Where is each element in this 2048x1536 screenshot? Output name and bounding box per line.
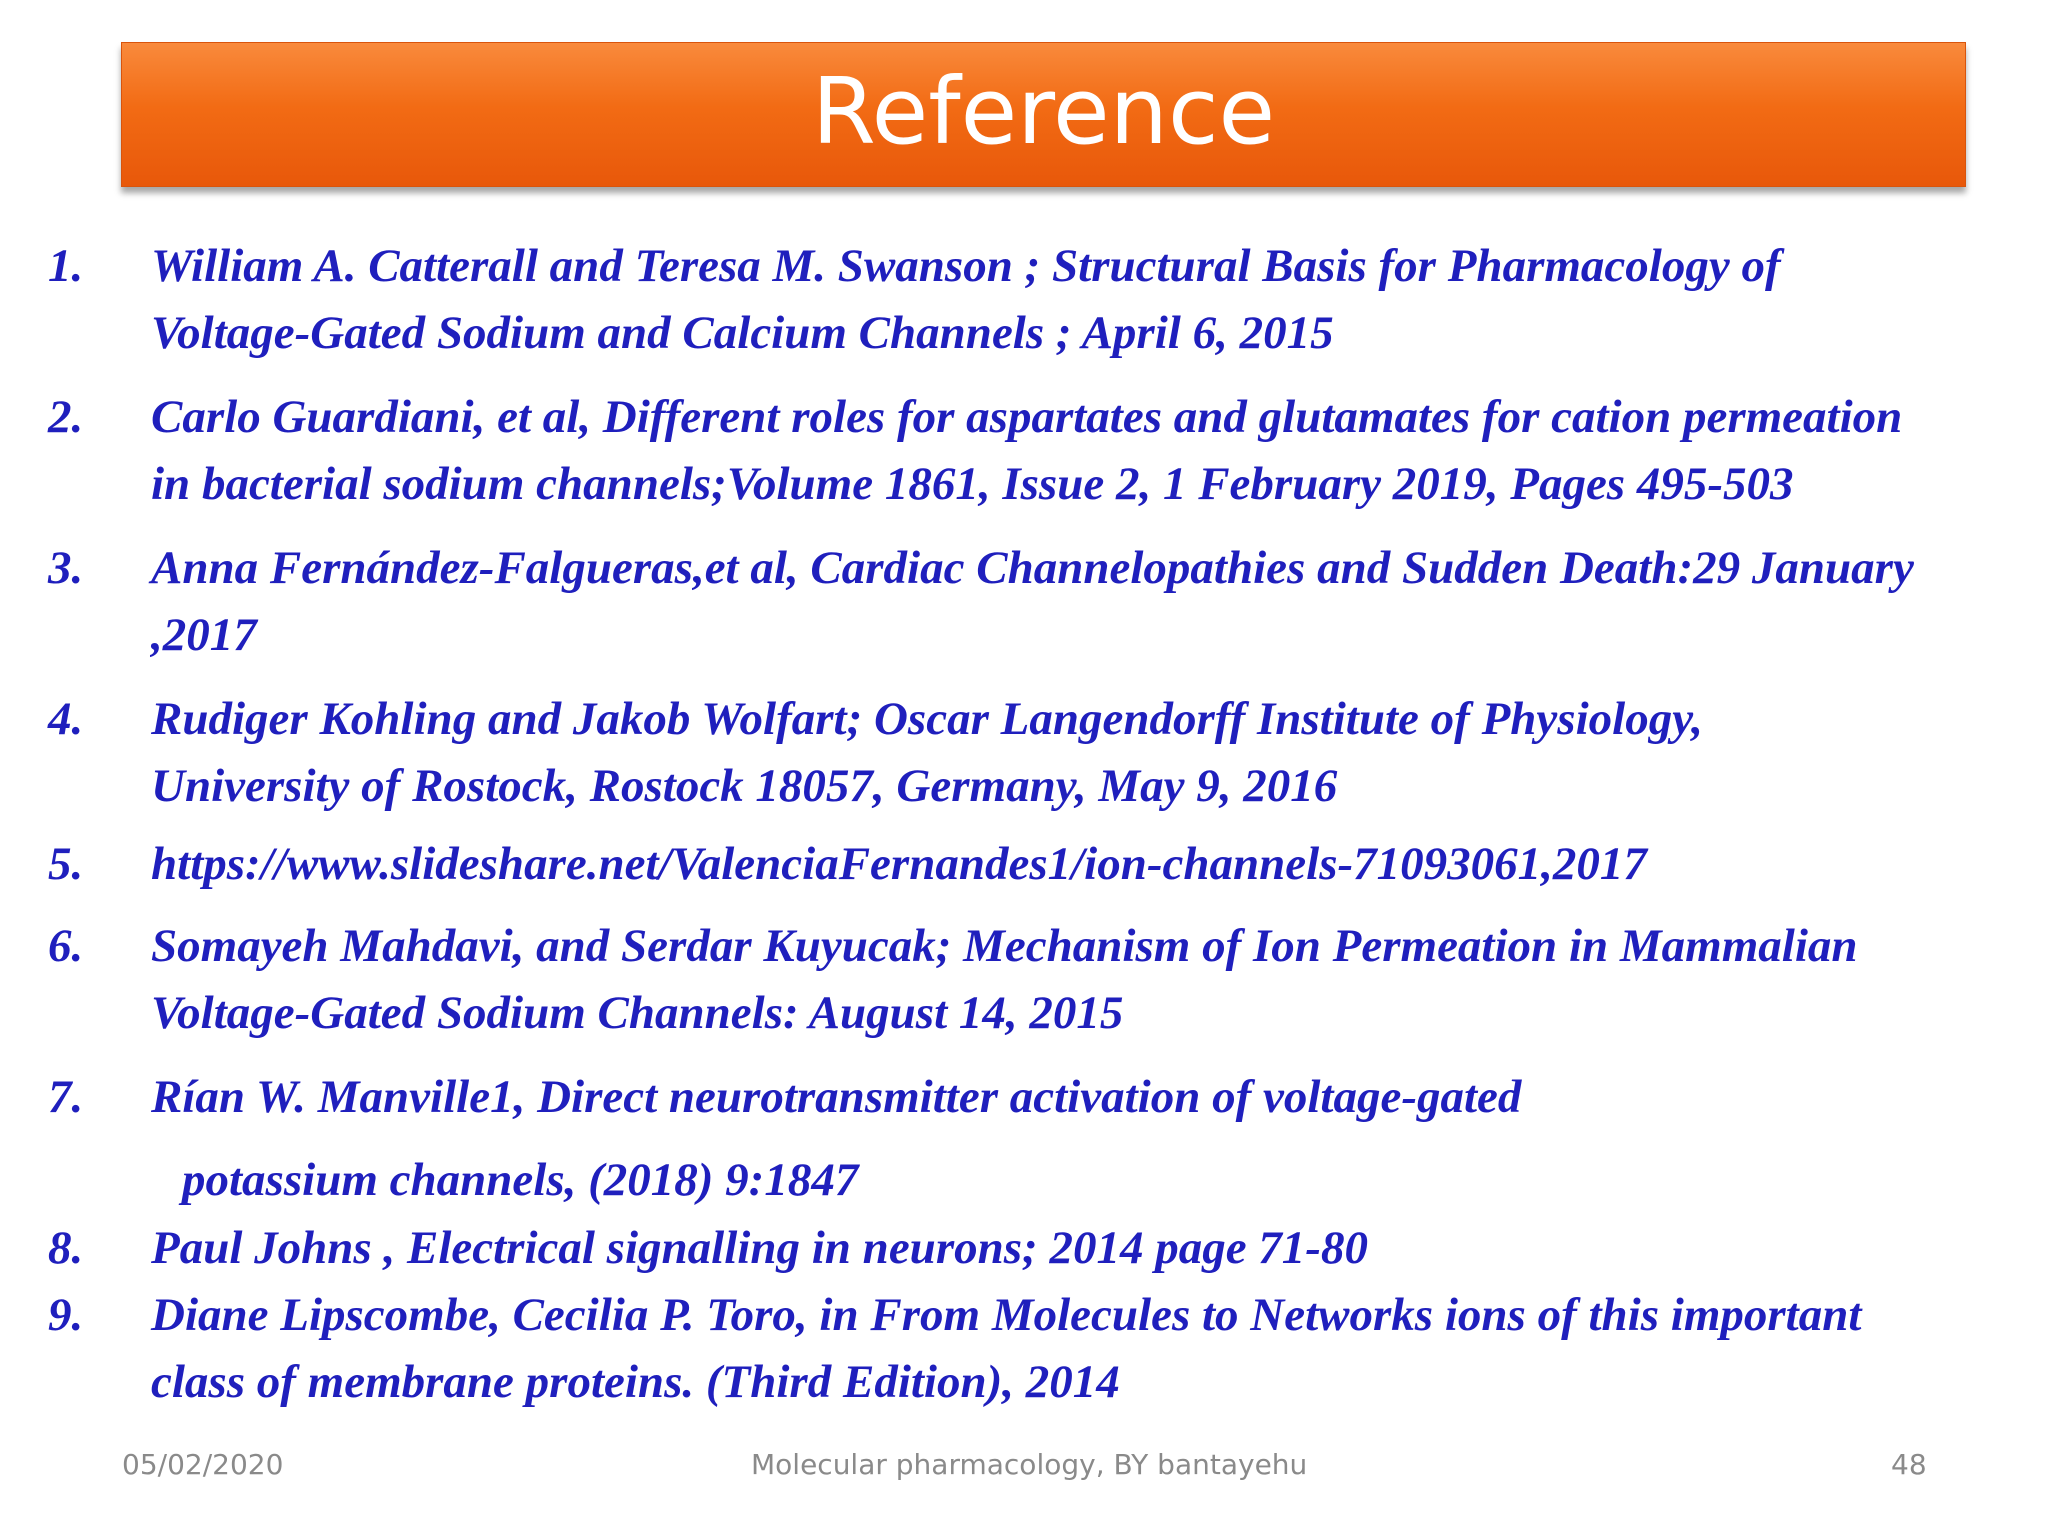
footer-title: Molecular pharmacology, BY bantayehu bbox=[751, 1448, 1308, 1481]
reference-line: Diane Lipscombe, Cecilia P. Toro, in From Molecules to Networks ions of this important bbox=[151, 1289, 1862, 1341]
reference-number: 1. bbox=[48, 240, 84, 292]
reference-line: Somayeh Mahdavi, and Serdar Kuyucak; Mechanism of Ion Permeation in Mammalian bbox=[151, 920, 1858, 972]
reference-line: Rían W. Manville1, Direct neurotransmitter activation of voltage-gated bbox=[151, 1071, 1522, 1123]
reference-number: 9. bbox=[48, 1289, 84, 1341]
footer-page-number: 48 bbox=[1891, 1448, 1927, 1481]
reference-line: William A. Catterall and Teresa M. Swanson ; Structural Basis for Pharmacology of bbox=[151, 240, 1781, 292]
reference-number: 4. bbox=[48, 693, 84, 745]
reference-number: 6. bbox=[48, 920, 84, 972]
reference-line: Voltage-Gated Sodium Channels: August 14, 2015 bbox=[151, 987, 1124, 1039]
reference-link: https://www.slideshare.net/ValenciaFernandes1/ion-channels-71093061,2017 bbox=[151, 838, 1647, 890]
reference-number: 5. bbox=[48, 838, 84, 890]
reference-line: Anna Fernández-Falgueras,et al, Cardiac Channelopathies and Sudden Death:29 January bbox=[151, 542, 1914, 594]
slide-title: Reference bbox=[811, 57, 1276, 165]
reference-number: 8. bbox=[48, 1222, 84, 1274]
reference-line: Rudiger Kohling and Jakob Wolfart; Oscar Langendorff Institute of Physiology, bbox=[151, 693, 1704, 745]
reference-line: Carlo Guardiani, et al, Different roles for aspartates and glutamates for cation permeation bbox=[151, 391, 1903, 443]
reference-number: 7. bbox=[48, 1071, 84, 1123]
reference-number: 3. bbox=[48, 542, 84, 594]
reference-line: ,2017 bbox=[151, 609, 257, 661]
reference-line: Paul Johns , Electrical signalling in neurons; 2014 page 71-80 bbox=[151, 1222, 1368, 1274]
reference-number: 2. bbox=[48, 391, 84, 443]
reference-line: Voltage-Gated Sodium and Calcium Channels ; April 6, 2015 bbox=[151, 307, 1334, 359]
reference-line: class of membrane proteins. (Third Edition), 2014 bbox=[151, 1356, 1120, 1408]
reference-line: potassium channels, (2018) 9:1847 bbox=[182, 1154, 859, 1206]
reference-line: in bacterial sodium channels;Volume 1861, Issue 2, 1 February 2019, Pages 495-503 bbox=[151, 458, 1794, 510]
reference-line: University of Rostock, Rostock 18057, Germany, May 9, 2016 bbox=[151, 760, 1338, 812]
footer-date: 05/02/2020 bbox=[122, 1448, 284, 1481]
